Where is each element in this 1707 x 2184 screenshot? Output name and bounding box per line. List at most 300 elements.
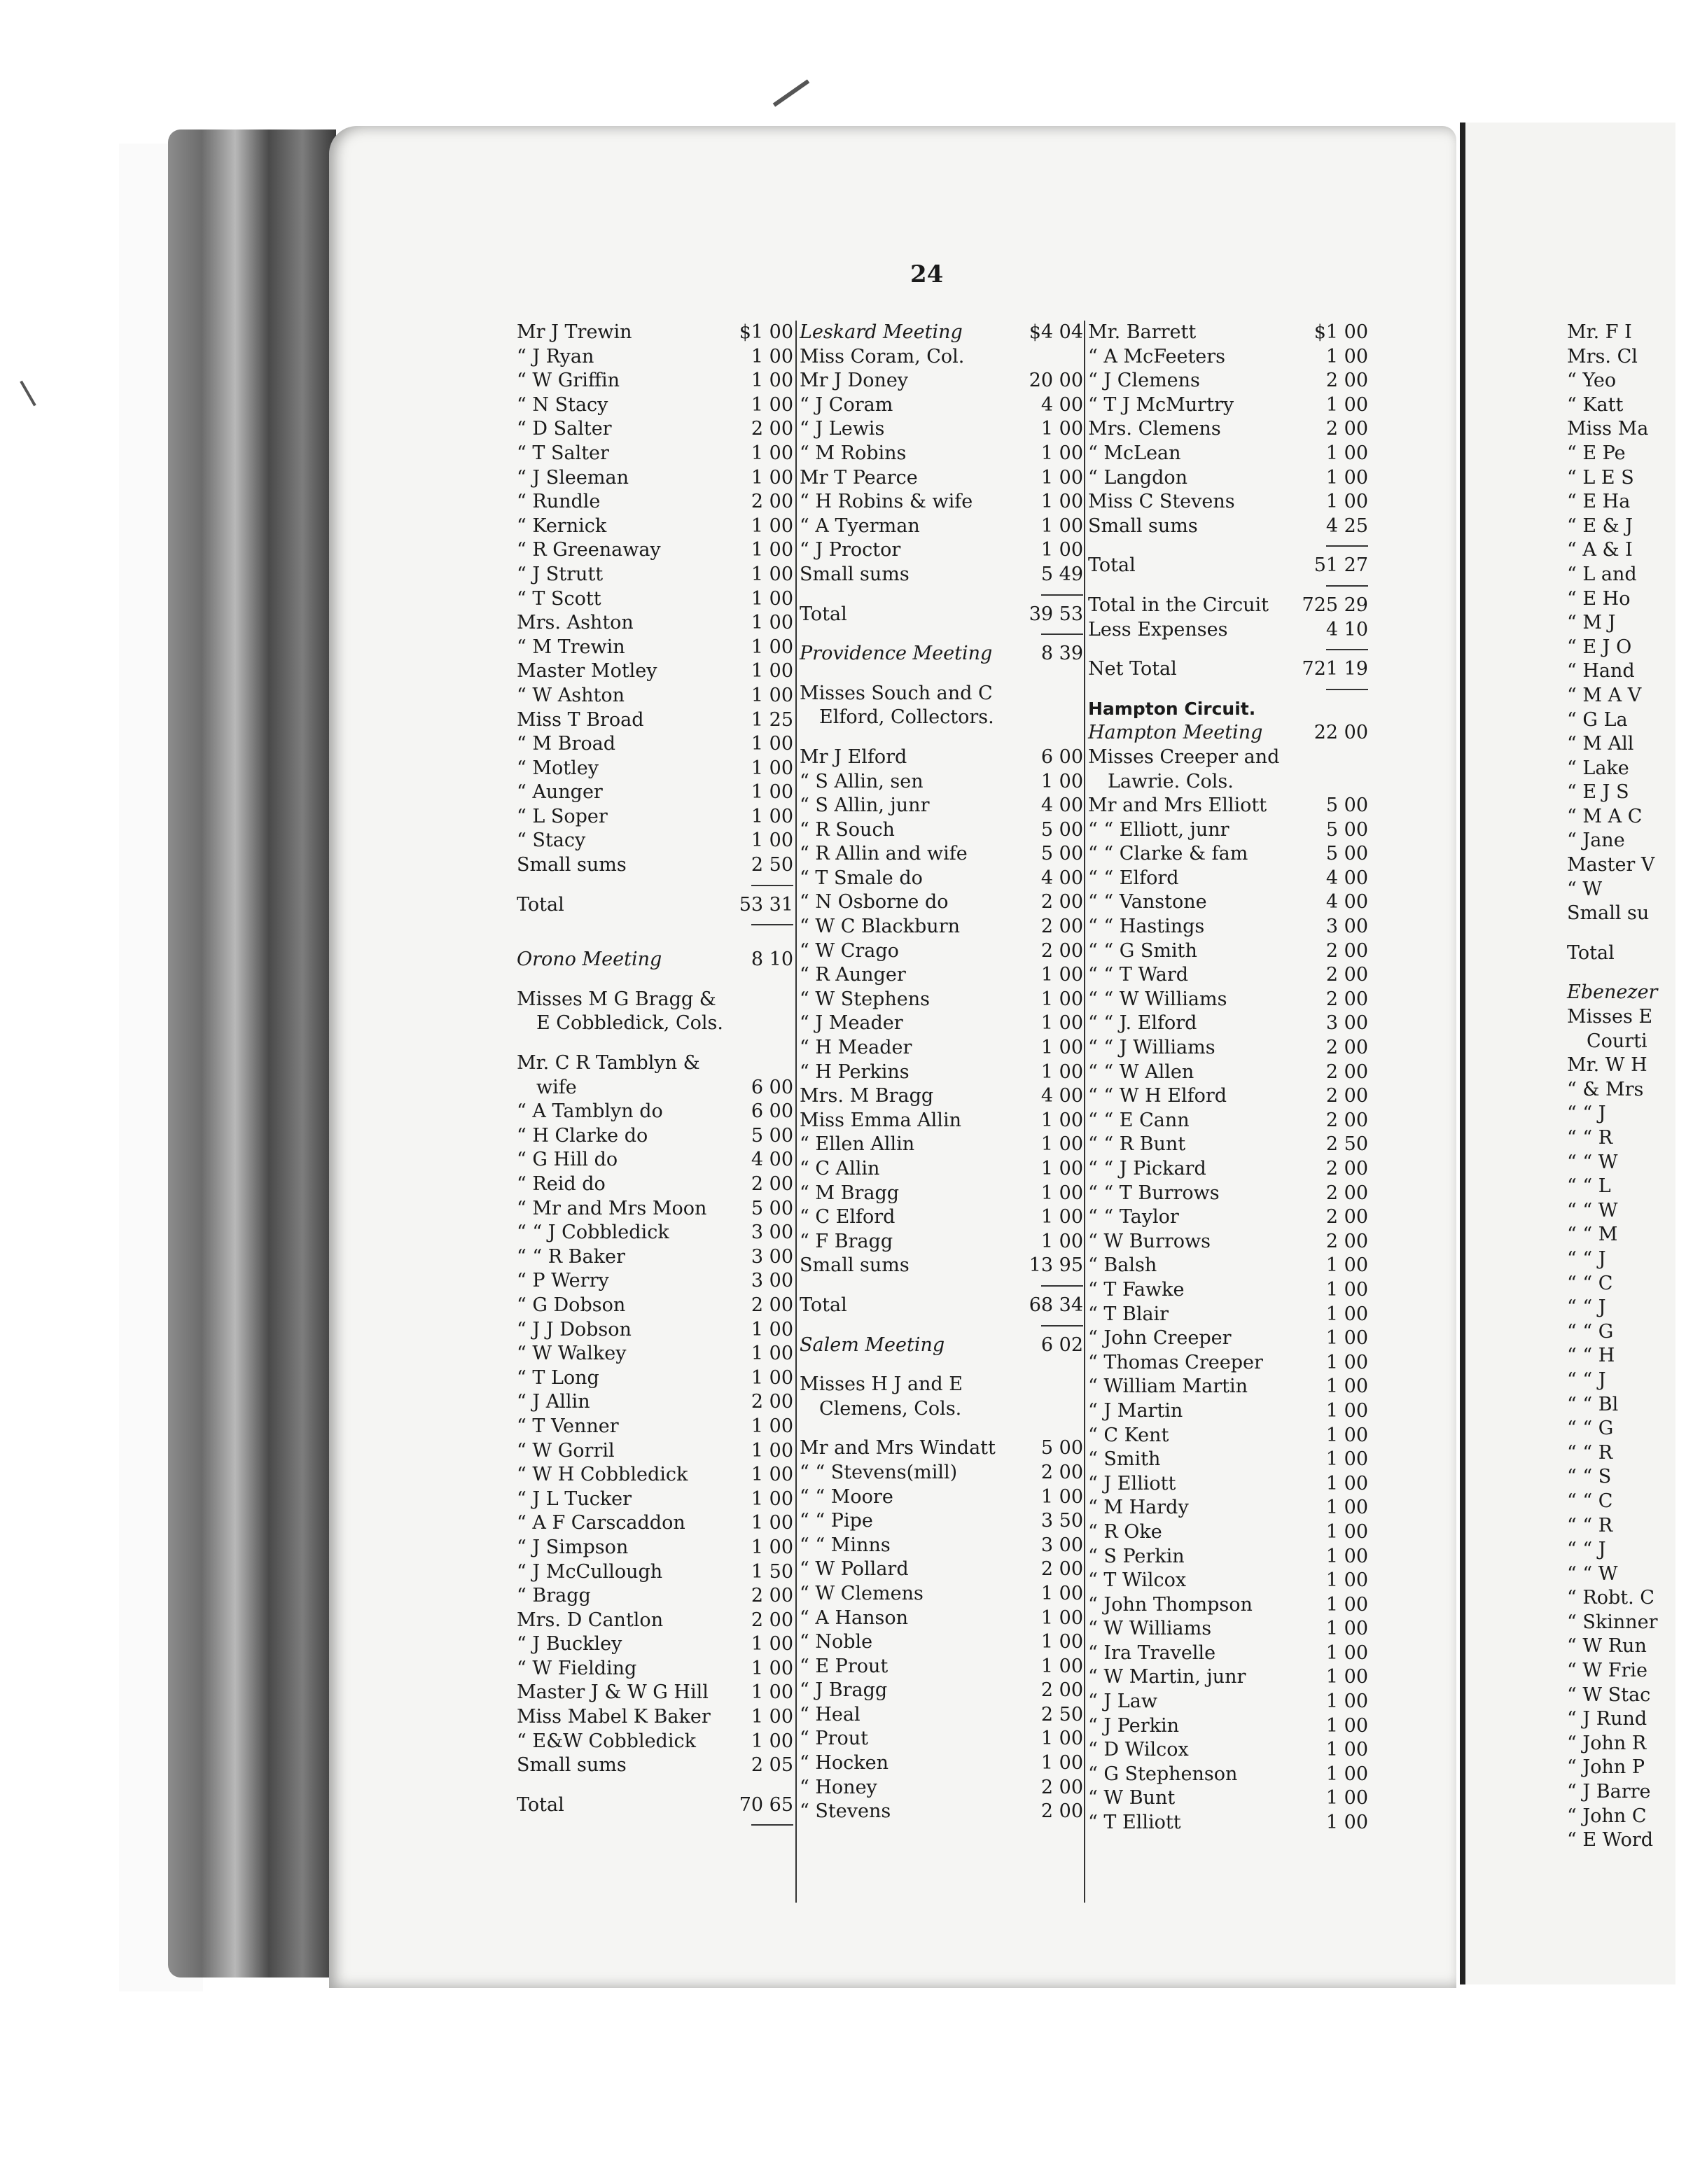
total-rule	[517, 878, 793, 893]
entry-amount: 1 00	[1325, 1424, 1368, 1446]
entry-amount: 1 00	[1040, 1485, 1083, 1508]
meeting-heading	[800, 321, 1083, 345]
entry-amount: 5 00	[1040, 818, 1083, 841]
ledger-entry	[1567, 321, 1672, 345]
entry-amount: 1 00	[1040, 491, 1083, 513]
entry-name: Mr J Elford	[800, 746, 907, 768]
entry-amount: $1 00	[1314, 321, 1368, 343]
ledger-entry	[800, 1800, 1083, 1824]
entry-amount: 1 00	[1040, 964, 1083, 986]
entry-name: “ T Blair	[1088, 1303, 1169, 1325]
entry-name: Elford, Collectors.	[819, 706, 994, 729]
ledger-entry	[1088, 1375, 1368, 1399]
ledger-entry	[1088, 321, 1368, 345]
ledger-entry	[1088, 1617, 1368, 1642]
entry-name: “ Honey	[800, 1776, 877, 1798]
entry-name: “ “ J Pickard	[1088, 1158, 1206, 1180]
entry-name: “ “ G Smith	[1088, 939, 1197, 962]
entry-name: “ S Allin, sen	[800, 770, 924, 792]
entry-name: “ J Martin	[1088, 1399, 1183, 1422]
entry-name: “ “ G	[1567, 1320, 1614, 1343]
entry-amount: 2 00	[751, 1585, 793, 1607]
ledger-entry	[800, 1534, 1083, 1558]
spacer	[1567, 965, 1672, 981]
entry-amount: 1 00	[1040, 1582, 1083, 1604]
ledger-entry	[517, 659, 793, 684]
entry-amount: 5 00	[1325, 818, 1368, 841]
entry-amount	[1638, 345, 1687, 370]
ledger-entry	[800, 890, 1083, 915]
entry-name: “ “ J	[1567, 1102, 1606, 1125]
entry-amount	[1654, 1586, 1703, 1611]
entry-amount	[1647, 1659, 1696, 1684]
page-number: 24	[910, 260, 944, 288]
entry-amount: 1 00	[1040, 1182, 1083, 1204]
entry-name: “ A Hanson	[800, 1606, 908, 1629]
ledger-entry	[517, 345, 793, 370]
ledger-entry	[517, 1560, 793, 1585]
ledger-entry	[1567, 466, 1672, 491]
ledger-entry	[517, 369, 793, 393]
entry-amount	[1623, 1441, 1672, 1466]
ledger-entry	[800, 794, 1083, 818]
entry-name: Mr J Doney	[800, 370, 909, 392]
entry-name: “ J Barre	[1567, 1781, 1651, 1803]
entry-amount	[1623, 1126, 1672, 1151]
entry-amount	[1654, 853, 1703, 878]
ledger-entry	[800, 988, 1083, 1012]
ledger-entry	[800, 1509, 1083, 1534]
ledger-column-4	[1567, 321, 1672, 1853]
entry-name: “ D Wilcox	[1088, 1739, 1189, 1761]
entry-amount: 1 00	[751, 345, 793, 368]
entry-name: Lawrie. Cols.	[1108, 770, 1234, 792]
ledger-entry	[1088, 466, 1368, 491]
ledger-entry	[1567, 1005, 1672, 1030]
total-rule	[1088, 642, 1368, 657]
entry-amount	[744, 1011, 793, 1036]
ledger-entry	[517, 1681, 793, 1705]
entry-amount: 2 00	[1040, 1558, 1083, 1581]
entry-amount: 1 00	[1325, 466, 1368, 489]
ledger-entry	[1567, 1199, 1672, 1224]
entry-name: “ “ J. Elford	[1088, 1012, 1197, 1035]
ledger-entry	[1567, 732, 1672, 757]
ledger-entry	[1088, 618, 1368, 643]
ledger-entry	[517, 1463, 793, 1488]
entry-name: “ E Ha	[1567, 491, 1631, 513]
ledger-entry	[517, 805, 793, 830]
entry-name: “ E & J	[1567, 514, 1633, 537]
entry-name: Miss Ma	[1567, 418, 1649, 440]
entry-amount	[1633, 538, 1682, 563]
entry-amount	[1658, 1611, 1707, 1635]
ledger-entry	[1567, 1344, 1672, 1368]
ledger-entry	[517, 442, 793, 466]
entry-name: “ G Hill do	[517, 1149, 618, 1171]
ledger-entry	[1088, 369, 1368, 393]
entry-amount: 2 00	[751, 1173, 793, 1195]
entry-name: “ Skinner	[1567, 1611, 1658, 1633]
entry-name: “ M Robins	[800, 442, 907, 464]
ledger-entry	[1088, 890, 1368, 915]
entry-name: “ E J O	[1567, 636, 1632, 658]
ledger-entry	[1088, 1763, 1368, 1787]
ledger-entry	[1088, 1084, 1368, 1109]
entry-name: “ “ J	[1567, 1296, 1606, 1319]
entry-amount: 1 00	[1325, 1278, 1368, 1301]
entry-name: “ W Clemens	[800, 1582, 924, 1604]
entry-name: “ M Broad	[517, 733, 615, 755]
entry-amount: 1 00	[1325, 1448, 1368, 1471]
entry-name: “ W Martin, junr	[1088, 1666, 1246, 1688]
ledger-entry	[1088, 867, 1368, 891]
ledger-entry	[1567, 805, 1672, 830]
entry-amount	[1647, 1030, 1696, 1054]
entry-amount	[1623, 1514, 1672, 1539]
ledger-entry	[517, 1197, 793, 1222]
ledger-entry	[800, 1436, 1083, 1461]
ledger-entry	[1088, 1545, 1368, 1569]
ledger-entry	[1088, 1424, 1368, 1448]
entry-name: Less Expenses	[1088, 618, 1228, 640]
entry-amount: 1 00	[1325, 1520, 1368, 1543]
entry-name: “ J Law	[1088, 1690, 1157, 1713]
entry-amount: 1 00	[751, 1415, 793, 1437]
ledger-entry	[517, 514, 793, 539]
ledger-entry	[800, 682, 1083, 706]
ledger-entry	[517, 1754, 793, 1778]
entry-name: “ L and	[1567, 563, 1637, 585]
entry-amount: 1 00	[751, 1730, 793, 1752]
entry-name: “ “ C	[1567, 1272, 1613, 1294]
entry-amount: 4 00	[1040, 867, 1083, 889]
entry-name: “ G Stephenson	[1088, 1763, 1238, 1785]
entry-name: “ T Salter	[517, 442, 609, 464]
ledger-entry	[517, 1245, 793, 1270]
entry-amount	[1319, 770, 1368, 794]
entry-name: “ “ W	[1567, 1151, 1618, 1173]
entry-amount: 1 00	[1325, 1569, 1368, 1592]
entry-amount: 1 00	[1325, 1666, 1368, 1688]
ledger-entry	[517, 1124, 793, 1149]
ledger-entry	[517, 708, 793, 733]
ledger-entry	[1567, 1465, 1672, 1490]
ledger-entry	[1567, 1296, 1672, 1320]
entry-amount: 2 00	[1325, 1060, 1368, 1083]
ledger-entry	[1088, 1133, 1368, 1157]
entry-name: Misses M G Bragg &	[517, 988, 716, 1010]
ledger-entry	[1567, 780, 1672, 805]
entry-name: Master J & W G Hill	[517, 1681, 709, 1704]
entry-name: Misses Souch and C	[800, 682, 993, 704]
ledger-entry	[800, 538, 1083, 563]
ledger-entry	[1088, 1205, 1368, 1230]
entry-name: “ M Bragg	[800, 1182, 900, 1204]
entry-name: “ W H Cobbledick	[517, 1464, 688, 1486]
entry-name: “ W Run	[1567, 1635, 1647, 1658]
entry-name: “ Noble	[800, 1631, 873, 1653]
entry-amount	[1623, 1175, 1672, 1199]
ledger-entry	[1567, 1611, 1672, 1635]
ledger-entry	[800, 1060, 1083, 1085]
entry-name: “ H Robins & wife	[800, 491, 973, 513]
entry-name: “ “ Hastings	[1088, 916, 1205, 938]
ledger-entry	[517, 1100, 793, 1124]
entry-amount	[1623, 1417, 1672, 1441]
entry-amount	[1319, 746, 1368, 770]
ledger-entry	[800, 1655, 1083, 1679]
entry-name: Hampton Circuit.	[1088, 698, 1256, 719]
ledger-entry	[1088, 1520, 1368, 1545]
total-rule	[1088, 578, 1368, 594]
ledger-entry	[800, 1157, 1083, 1182]
entry-name: “ T Wilcox	[1088, 1569, 1187, 1592]
entry-name: “ Stacy	[517, 830, 586, 852]
entry-amount: 1 00	[751, 684, 793, 706]
ledger-entry	[1567, 757, 1672, 781]
entry-amount: 3 00	[751, 1270, 793, 1292]
entry-amount: 1 00	[1325, 1254, 1368, 1277]
ledger-entry	[1567, 1707, 1672, 1732]
ledger-entry	[800, 1084, 1083, 1109]
entry-name: Mr T Pearce	[800, 466, 918, 489]
ledger-entry	[800, 1558, 1083, 1582]
entry-amount: 2 00	[1325, 370, 1368, 392]
entry-amount	[1647, 1054, 1696, 1078]
entry-amount	[1623, 1296, 1672, 1320]
entry-name: “ J Sleeman	[517, 466, 629, 489]
entry-amount: 1 00	[1325, 1642, 1368, 1664]
entry-name: Mrs. D Cantlon	[517, 1609, 664, 1631]
entry-name: “ “ W	[1567, 1562, 1618, 1585]
entry-amount	[1623, 1490, 1672, 1514]
spacer	[800, 730, 1083, 746]
ledger-entry	[1088, 490, 1368, 514]
ledger-entry	[1567, 1634, 1672, 1659]
entry-amount	[1623, 1393, 1672, 1418]
ledger-entry	[800, 1461, 1083, 1485]
entry-name: “ W Crago	[800, 939, 899, 962]
entry-amount: 1 00	[1040, 539, 1083, 561]
ledger-entry	[517, 1439, 793, 1464]
entry-name: “ J Proctor	[800, 539, 901, 561]
entry-amount	[1628, 708, 1677, 733]
entry-name: “ J Allin	[517, 1391, 590, 1413]
ledger-entry	[1088, 1060, 1368, 1085]
entry-name: “ G La	[1567, 708, 1628, 731]
entry-name: “ M A C	[1567, 805, 1643, 827]
entry-name: “ D Salter	[517, 418, 612, 440]
column-divider	[1084, 321, 1085, 1903]
entry-amount: 4 00	[1325, 891, 1368, 913]
entry-name: “ J Bragg	[800, 1679, 888, 1702]
entry-amount: 1 00	[1325, 1376, 1368, 1398]
ledger-entry	[1567, 829, 1672, 853]
ledger-entry	[517, 1584, 793, 1609]
ledger-entry	[1088, 770, 1368, 794]
entry-name: “ J Lewis	[800, 418, 885, 440]
ledger-entry	[1567, 1490, 1672, 1514]
ledger-entry	[1088, 963, 1368, 988]
ledger-entry	[1567, 490, 1672, 514]
entry-amount	[1653, 1828, 1702, 1853]
entry-amount: 2 00	[1040, 1679, 1083, 1702]
entry-amount: 2 05	[751, 1754, 793, 1777]
entry-amount: 1 00	[1040, 1158, 1083, 1180]
ledger-entry	[1088, 1230, 1368, 1254]
ledger-entry	[1088, 988, 1368, 1012]
entry-name: “ N Stacy	[517, 393, 608, 416]
entry-amount: 1 00	[1325, 491, 1368, 513]
entry-name: “ T Elliott	[1088, 1812, 1181, 1834]
entry-amount: 1 00	[1325, 1545, 1368, 1567]
entry-name: “ E Pe	[1567, 442, 1626, 464]
entry-amount: $4 04	[1029, 321, 1083, 343]
entry-amount: 1 00	[1325, 1739, 1368, 1761]
ledger-entry	[1088, 915, 1368, 939]
entry-amount: 2 00	[1325, 1182, 1368, 1204]
entry-name: “ William Martin	[1088, 1376, 1248, 1398]
entry-amount: 8 10	[751, 948, 793, 971]
entry-amount	[1623, 1368, 1672, 1393]
entry-name: “ Prout	[800, 1728, 868, 1750]
entry-amount: 5 00	[1040, 1437, 1083, 1460]
ledger-entry	[517, 1730, 793, 1754]
entry-amount: 22 00	[1314, 722, 1368, 744]
ledger-entry	[1088, 1399, 1368, 1424]
entry-amount: 1 00	[751, 563, 793, 585]
entry-amount: 2 50	[1040, 1703, 1083, 1726]
entry-amount	[1623, 1538, 1672, 1562]
entry-name: “ R Aunger	[800, 964, 906, 986]
ledger-entry	[517, 490, 793, 514]
ledger-entry	[1088, 1569, 1368, 1593]
ledger-entry	[517, 587, 793, 612]
entry-name: “ W Stac	[1567, 1684, 1651, 1706]
ledger-entry	[1567, 1417, 1672, 1441]
entry-amount: 2 00	[1325, 964, 1368, 986]
entry-amount: 2 00	[1040, 939, 1083, 962]
meeting-heading	[517, 948, 793, 972]
ledger-entry	[800, 818, 1083, 843]
entry-amount	[1647, 1634, 1696, 1659]
entry-amount: 51 27	[1314, 554, 1368, 577]
entry-amount	[1623, 1320, 1672, 1345]
ledger-entry	[800, 1373, 1083, 1397]
ledger-entry	[800, 1230, 1083, 1254]
entry-name: Total	[1567, 941, 1615, 964]
entry-amount: 4 00	[1040, 393, 1083, 416]
entry-amount: 1 00	[1325, 393, 1368, 416]
entry-name: “ “ T Burrows	[1088, 1182, 1220, 1204]
ledger-entry	[800, 746, 1083, 770]
ledger-entry	[1567, 1441, 1672, 1466]
ledger-entry	[517, 1011, 793, 1036]
ledger-entry	[1567, 611, 1672, 636]
entry-amount: 20 00	[1029, 370, 1083, 392]
ledger-entry	[517, 988, 793, 1012]
entry-name: Mrs. M Bragg	[800, 1085, 934, 1107]
entry-name: Orono Meeting	[517, 948, 662, 971]
entry-name: Misses E	[1567, 1006, 1653, 1028]
entry-name: “ “ H	[1567, 1345, 1615, 1367]
entry-amount: 6 00	[751, 1100, 793, 1123]
entry-name: Small sums	[800, 1254, 910, 1277]
entry-amount	[1634, 466, 1683, 491]
entry-name: “ Ira Travelle	[1088, 1642, 1216, 1664]
entry-amount: 1 00	[751, 442, 793, 464]
entry-amount: 4 00	[1040, 1085, 1083, 1107]
entry-amount: 1 00	[1040, 1012, 1083, 1035]
entry-amount	[1623, 393, 1672, 418]
entry-name: Miss T Broad	[517, 708, 644, 731]
entry-name: “ C Kent	[1088, 1424, 1169, 1446]
ledger-entry	[1088, 1157, 1368, 1182]
entry-amount: 1 00	[1325, 1497, 1368, 1519]
ledger-entry	[800, 1182, 1083, 1206]
entry-name: “ Aunger	[517, 781, 603, 804]
entry-amount: 3 50	[1040, 1510, 1083, 1532]
entry-name: Total in the Circuit	[1088, 594, 1269, 616]
entry-amount: 1 00	[1325, 1812, 1368, 1834]
ledger-entry	[1088, 842, 1368, 867]
entry-name: “ “ W	[1567, 1199, 1618, 1222]
entry-name: Mrs. Clemens	[1088, 418, 1221, 440]
ledger-entry	[1088, 1786, 1368, 1811]
entry-name: “ W Bunt	[1088, 1787, 1176, 1809]
ledger-entry	[800, 514, 1083, 539]
entry-name: Master Motley	[517, 660, 657, 682]
entry-amount: 1 00	[1040, 514, 1083, 537]
ledger-entry	[517, 1366, 793, 1391]
entry-name: “ E Ho	[1567, 587, 1631, 610]
ledger-entry	[1567, 345, 1672, 370]
entry-amount: $1 00	[739, 321, 793, 343]
ledger-entry	[800, 1109, 1083, 1133]
entry-amount	[1630, 490, 1679, 514]
entry-name: “ McLean	[1088, 442, 1181, 464]
entry-amount: 1 00	[1325, 1303, 1368, 1325]
entry-amount: 2 00	[1325, 418, 1368, 440]
ledger-entry	[800, 706, 1083, 730]
entry-amount: 4 00	[1325, 867, 1368, 889]
entry-name: “ M Trewin	[517, 636, 625, 658]
entry-amount: 1 00	[751, 733, 793, 755]
entry-name: “ “ W Allen	[1088, 1060, 1194, 1083]
entry-amount: 1 00	[1040, 1109, 1083, 1131]
entry-name: Leskard Meeting	[800, 321, 963, 343]
entry-amount	[1034, 682, 1083, 706]
entry-amount	[1645, 1756, 1694, 1780]
entry-name: “ L Soper	[517, 805, 608, 827]
ledger-entry	[1567, 538, 1672, 563]
ledger-entry	[1567, 514, 1672, 539]
entry-amount: 1 00	[751, 370, 793, 392]
entry-name: “ S Perkin	[1088, 1545, 1185, 1567]
entry-amount	[1623, 1223, 1672, 1247]
ledger-entry	[517, 757, 793, 781]
ledger-entry	[517, 1076, 793, 1100]
entry-amount: 2 00	[1325, 1206, 1368, 1228]
entry-name: “ John Creeper	[1088, 1327, 1232, 1350]
entry-name: “ “ G	[1567, 1418, 1614, 1440]
entry-amount: 3 00	[751, 1222, 793, 1244]
entry-amount: 1 00	[1040, 1206, 1083, 1228]
ledger-entry	[1088, 1254, 1368, 1278]
entry-amount: 2 00	[1040, 891, 1083, 913]
entry-name: “ T Scott	[517, 587, 601, 610]
